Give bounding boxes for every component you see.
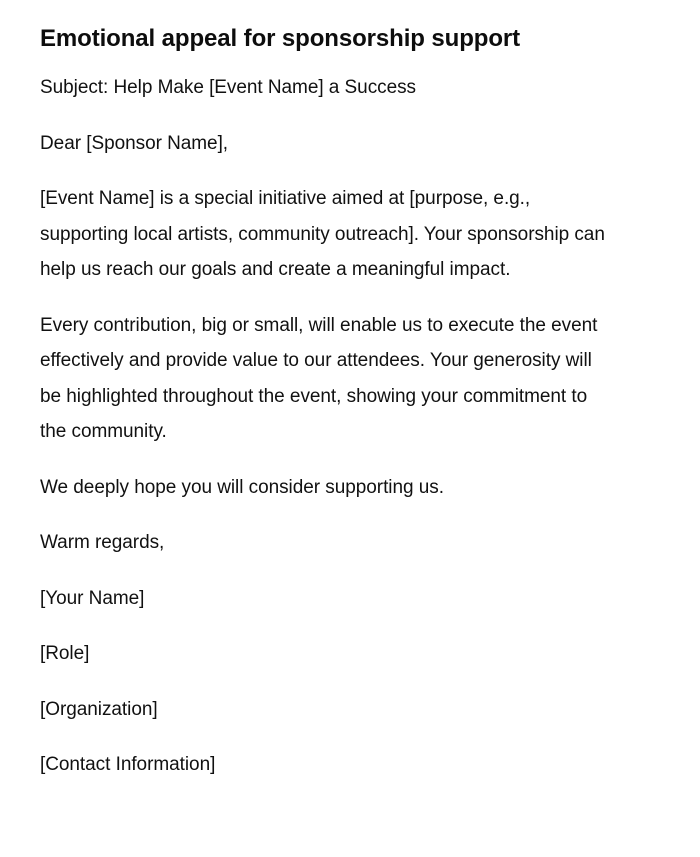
contribution-paragraph: Every contribution, big or small, will enable us to execute the event effectively and provide value to our attendees. Your generosity will be highlighted throughout the event, showing your commitment to the community. xyxy=(40,314,598,442)
page-title: Emotional appeal for sponsorship support xyxy=(40,25,521,52)
sign-off: Warm regards, xyxy=(40,532,165,553)
signature-role: [Role] xyxy=(40,643,90,664)
closing-appeal: We deeply hope you will consider supporting us. xyxy=(40,476,444,498)
subject-line: Subject: Help Make [Event Name] a Success xyxy=(40,77,417,98)
letter-body xyxy=(40,70,613,783)
salutation: Dear [Sponsor Name], xyxy=(40,132,229,154)
intro-paragraph: [Event Name] is a special initiative aimed at [purpose, e.g., supporting local artists, community outreach]. Your sponsorship can help us reach our goals and create a meaningful impact. xyxy=(40,188,605,280)
signature-contact: [Contact Information] xyxy=(40,754,216,775)
signature-organization: [Organization] xyxy=(40,698,158,720)
signature-name: [Your Name] xyxy=(40,587,145,609)
